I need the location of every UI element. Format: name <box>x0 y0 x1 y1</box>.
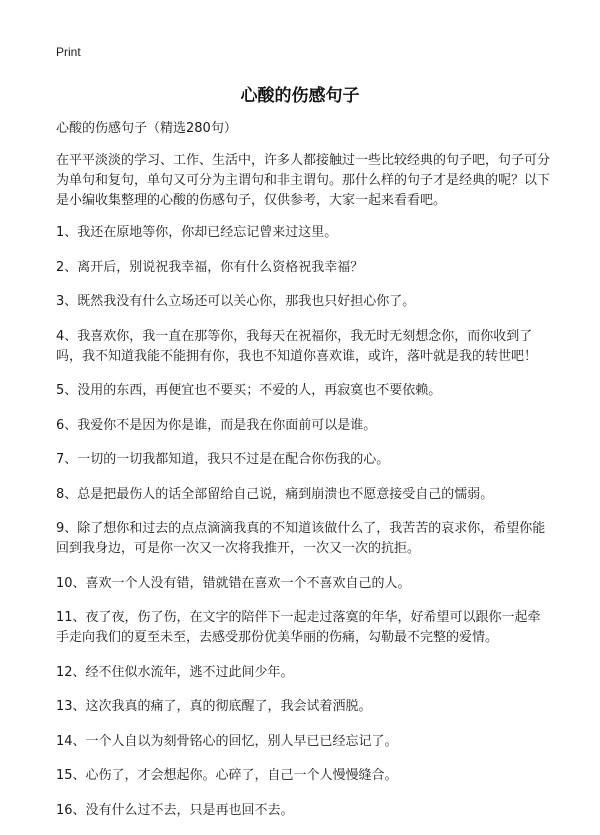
sentence-item: 14、一个人自以为刻骨铭心的回忆，别人早已已经忘记了。 <box>56 733 398 749</box>
sentence-item: 12、经不住似水流年，逃不过此间少年。 <box>56 664 294 680</box>
sentence-item: 15、心伤了，才会想起你。心碎了，自己一个人慢慢缝合。 <box>56 768 398 783</box>
print-link[interactable]: Print <box>56 45 81 59</box>
sentence-item: 13、这次我真的痛了，真的彻底醒了，我会试着洒脱。 <box>56 699 372 714</box>
sentence-list <box>56 223 552 821</box>
sentence-item: 3、既然我没有什么立场还可以关心你，那我也只好担心你了。 <box>56 294 416 309</box>
sentence-item: 6、我爱你不是因为你是谁，而是我在你面前可以是谁。 <box>56 417 377 433</box>
sentence-item: 10、喜欢一个人没有错，错就错在喜欢一个不喜欢自己的人。 <box>56 575 411 591</box>
sentence-item: 11、夜了夜，伤了伤，在文字的陪伴下一起走过落寞的年华，好希望可以跟你一起牵手走向我们的夏至未至，去感受那份优美华丽的伤痛，勾勒最不完整的爱情。 <box>56 610 541 645</box>
sentence-item: 8、总是把最伤人的话全部留给自己说，痛到崩溃也不愿意接受自己的懦弱。 <box>56 486 494 502</box>
sentence-item: 5、没用的东西，再便宜也不要买；不爱的人，再寂寞也不要依赖。 <box>56 383 442 398</box>
sentence-item: 1、我还在原地等你，你却已经忘记曾来过这里。 <box>56 225 338 240</box>
sentence-item: 7、一切的一切我都知道，我只不过是在配合你伤我的心。 <box>56 452 390 467</box>
sentence-item: 4、我喜欢你，我一直在那等你，我每天在祝福你，我无时无刻想念你，而你收到了吗，我不知道我能不能拥有你，我也不知道你喜欢谁，或许，落叶就是我的转世吧！ <box>56 328 538 364</box>
sentence-item: 9、除了想你和过去的点点滴滴我真的不知道该做什么了，我苦苦的哀求你，希望你能回到我身边，可是你一次又一次将我推开，一次又一次的抗拒。 <box>56 521 546 556</box>
sentence-item: 2、离开后，别说祝我幸福，你有什么资格祝我幸福？ <box>56 259 364 275</box>
page-title: 心酸的伤感句子 <box>240 86 360 106</box>
sentence-item: 16、没有什么过不去，只是再也回不去。 <box>56 802 294 818</box>
article-intro: 在平平淡淡的学习、工作、生活中，许多人都接触过一些比较经典的句子吧，句子可分为单句和复句，单句又可分为主谓句和非主谓句。那什么样的句子才是经典的呢？以下是小编收集整理的心酸的伤感句子，仅供参考，大家一起来看看吧。 <box>56 153 551 208</box>
article-subtitle: 心酸的伤感句子（精选280句） <box>56 121 237 136</box>
article-body <box>56 119 552 835</box>
